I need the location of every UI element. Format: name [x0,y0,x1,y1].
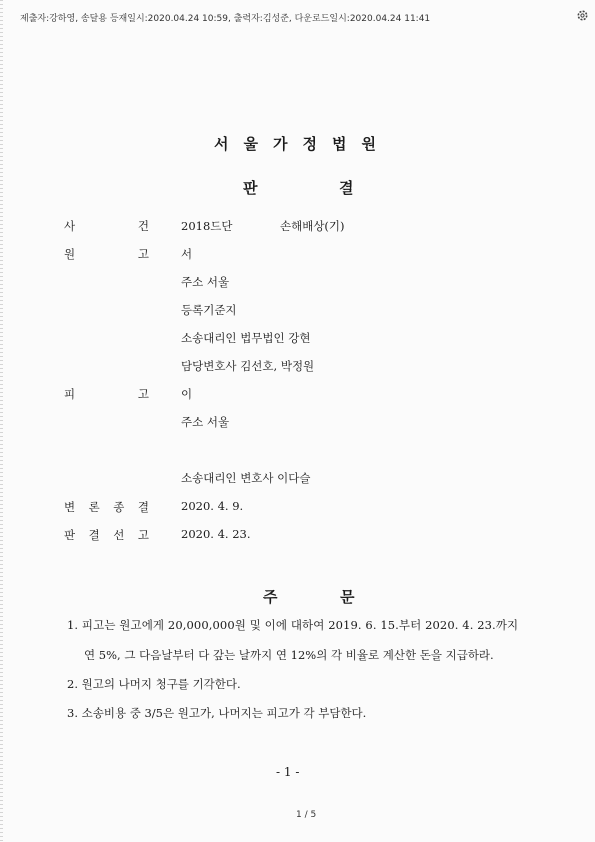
plaintiff-address: 주소 서울 [181,275,230,289]
plaintiff-counsel: 소송대리인 법무법인 강현 [181,331,311,345]
doc-title-a: 판 [243,179,258,197]
plaintiff-name: 서 [181,247,193,261]
judgment-date: 2020. 4. 23. [181,527,251,541]
label-plaintiff: 원 고 [64,247,149,261]
page-footer: - 1 - [276,765,300,779]
case-name: 손해배상(기) [280,219,345,233]
defendant-counsel: 소송대리인 변호사 이다슬 [181,471,311,485]
order-title-b: 문 [340,588,355,606]
scan-edge-artifact [0,0,3,842]
order-item-2: 2. 원고의 나머지 청구를 기각한다. [67,677,241,691]
header-meta: 제출자:강하영, 송달용 등재일시:2020.04.24 10:59, 출력자:김성준, 다운로드일시:2020.04.24 11:41 [20,14,431,24]
label-case: 사 건 [64,219,149,233]
plaintiff-registry: 등록기준지 [181,303,237,317]
plaintiff-attorneys: 담당변호사 김선호, 박정원 [181,359,315,373]
label-judgment-date: 판 결 선 고 [64,528,149,542]
order-item-1-cont: 연 5%, 그 다음날부터 다 갚는 날까지 연 12%의 각 비율로 계산한 돈을 지급하라. [84,648,494,662]
doc-title-b: 결 [339,179,354,197]
case-number: 2018드단 [181,219,233,233]
defendant-address: 주소 서울 [181,415,230,429]
label-hearing-end: 변 론 종 결 [64,500,149,514]
defendant-name: 이 [181,387,193,401]
order-item-3: 3. 소송비용 중 3/5은 원고가, 나머지는 피고가 각 부담한다. [67,706,367,720]
order-item-1: 1. 피고는 원고에게 20,000,000원 및 이에 대하여 2019. 6. 15.부터 2020. 4. 23.까지 [67,618,519,632]
court-name: 서울가정법원 [214,135,391,153]
label-defendant: 피 고 [64,387,149,401]
settings-icon[interactable] [576,9,589,22]
page-counter: 1 / 5 [296,810,317,820]
hearing-end-date: 2020. 4. 9. [181,499,244,513]
order-title-a: 주 [263,588,278,606]
